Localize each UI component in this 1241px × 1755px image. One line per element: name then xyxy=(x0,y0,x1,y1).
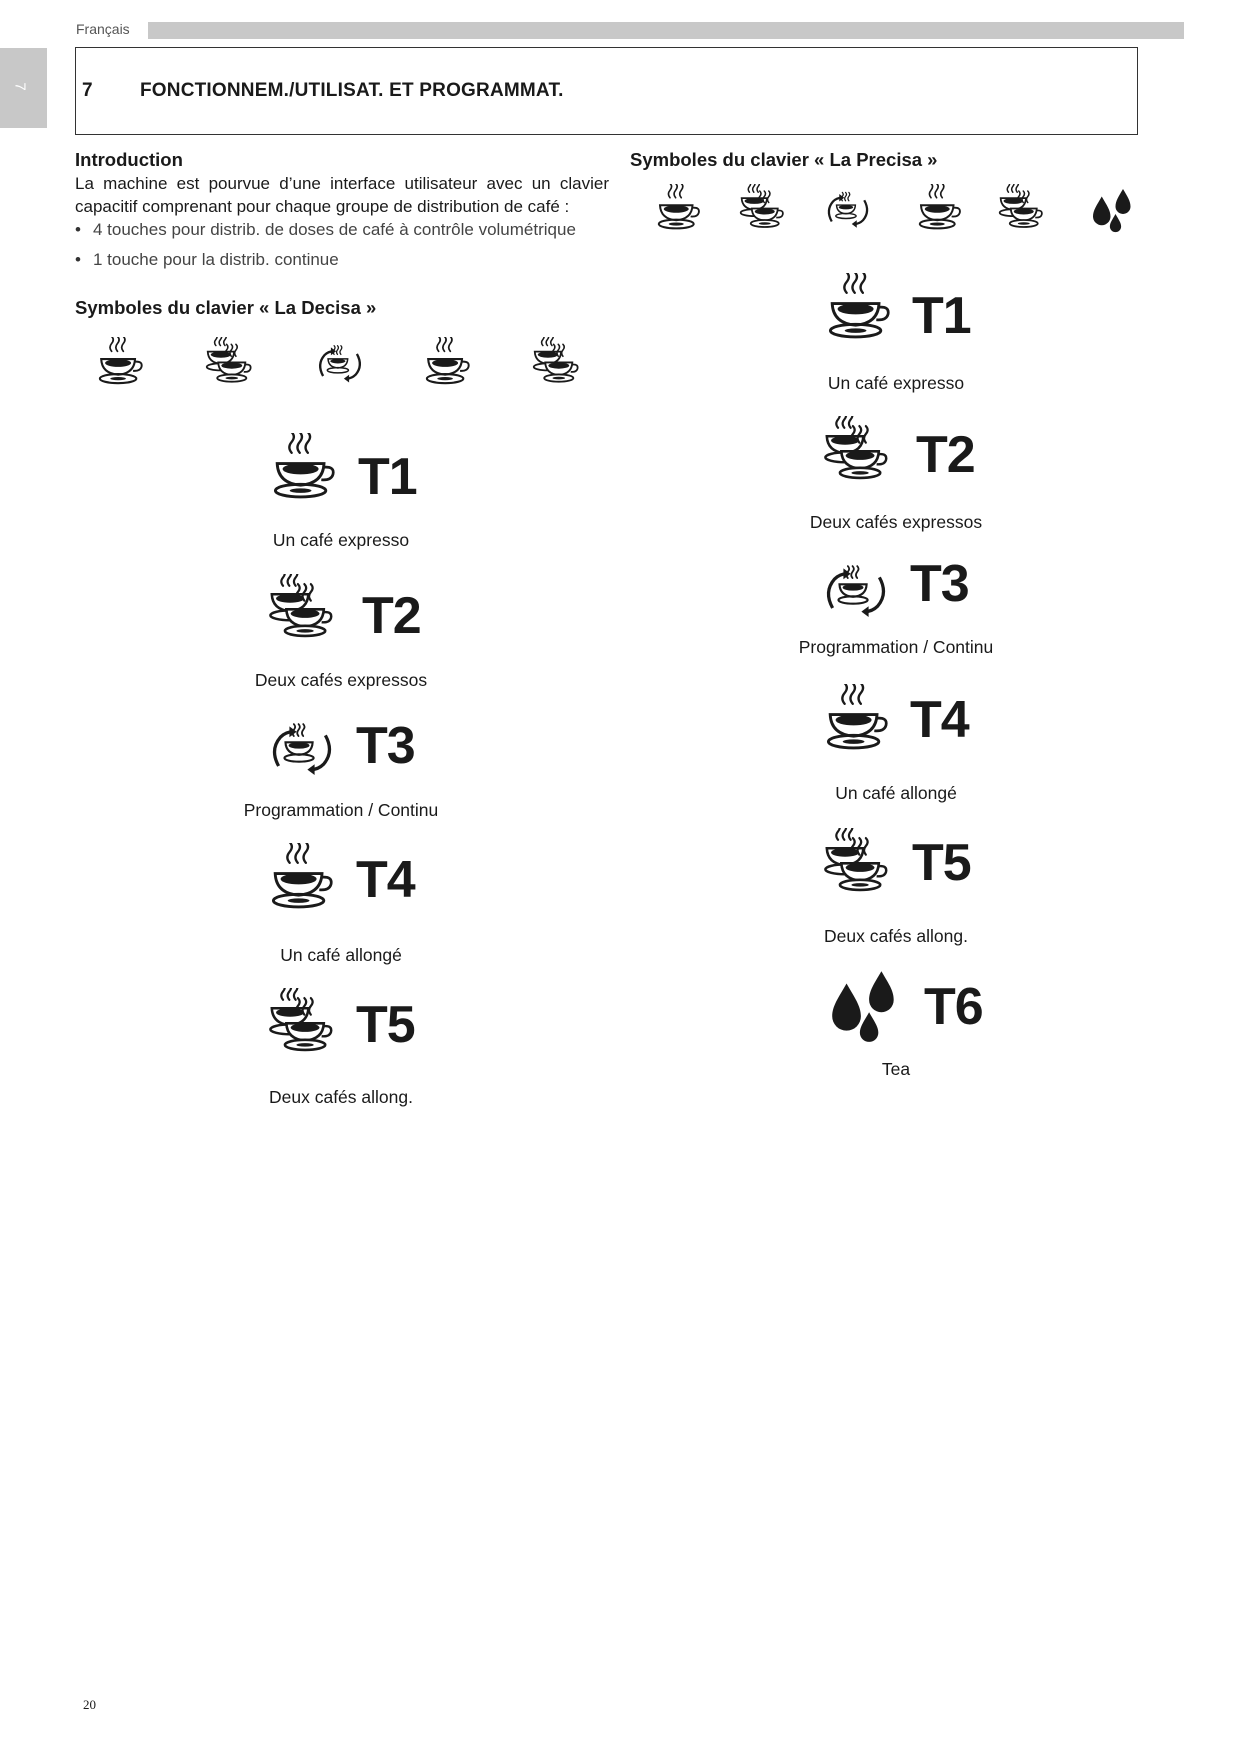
intro-bullet: • 4 touches pour distrib. de doses de café à contrôle volumétrique xyxy=(93,220,576,240)
single-cup-icon xyxy=(916,184,966,234)
program-cycle-icon xyxy=(266,712,338,784)
double-cup-icon xyxy=(823,416,895,488)
double-cup-icon xyxy=(268,988,340,1060)
key-caption: Un café allongé xyxy=(835,783,957,803)
decisa-heading: Symboles du clavier « La Decisa » xyxy=(75,297,377,318)
key-label-t3: T3 xyxy=(910,555,969,613)
double-cup-icon xyxy=(998,184,1048,234)
key-label-t1: T1 xyxy=(912,287,971,345)
key-label-t2: T2 xyxy=(916,426,975,484)
single-cup-icon xyxy=(423,337,475,389)
language-label: Français xyxy=(76,21,130,37)
key-caption: Un café allongé xyxy=(280,945,402,965)
single-cup-icon xyxy=(825,273,897,345)
double-cup-icon xyxy=(532,337,584,389)
water-drops-icon xyxy=(824,963,906,1045)
double-cup-icon xyxy=(739,184,789,234)
key-caption: Un café expresso xyxy=(827,373,965,393)
key-label-t4: T4 xyxy=(356,851,415,909)
key-caption: Programmation / Continu xyxy=(243,800,439,820)
key-caption: Programmation / Continu xyxy=(798,637,994,657)
key-caption: Deux cafés expressos xyxy=(254,670,428,690)
key-caption: Deux cafés allong. xyxy=(824,926,968,946)
header-bar xyxy=(148,22,1184,39)
page-number: 20 xyxy=(83,1697,96,1712)
key-label-t4: T4 xyxy=(910,691,969,749)
key-label-t5: T5 xyxy=(912,834,971,892)
chapter-title: FONCTIONNEM./UTILISAT. ET PROGRAMMAT. xyxy=(140,80,564,101)
single-cup-icon xyxy=(268,843,340,915)
double-cup-icon xyxy=(268,574,340,646)
program-cycle-icon xyxy=(314,337,366,389)
program-cycle-icon xyxy=(820,554,892,626)
key-label-t6: T6 xyxy=(924,978,983,1036)
key-caption: Un café expresso xyxy=(272,530,410,550)
intro-paragraph: La machine est pourvue d’une interface utilisateur avec un clavier capacitif comprenant pour chaque groupe de distribution de café : xyxy=(75,174,609,216)
program-cycle-icon xyxy=(823,184,873,234)
precisa-heading: Symboles du clavier « La Precisa » xyxy=(630,149,938,170)
single-cup-icon xyxy=(823,684,895,756)
water-drops-icon xyxy=(1088,184,1138,234)
chapter-number: 7 xyxy=(82,80,93,101)
key-caption: Deux cafés expressos xyxy=(809,512,983,532)
double-cup-icon xyxy=(823,828,895,900)
key-label-t5: T5 xyxy=(356,996,415,1054)
intro-heading: Introduction xyxy=(75,149,183,170)
double-cup-icon xyxy=(205,337,257,389)
intro-bullet: • 1 touche pour la distrib. continue xyxy=(93,250,339,270)
key-label-t2: T2 xyxy=(362,587,421,645)
side-tab-number: 7 xyxy=(11,82,29,91)
single-cup-icon xyxy=(270,433,342,505)
key-label-t1: T1 xyxy=(358,448,417,506)
key-label-t3: T3 xyxy=(356,717,415,775)
key-caption: Deux cafés allong. xyxy=(269,1087,413,1107)
single-cup-icon xyxy=(96,337,148,389)
key-caption: Tea xyxy=(881,1059,911,1079)
chapter-side-tab xyxy=(0,48,47,128)
single-cup-icon xyxy=(655,184,705,234)
